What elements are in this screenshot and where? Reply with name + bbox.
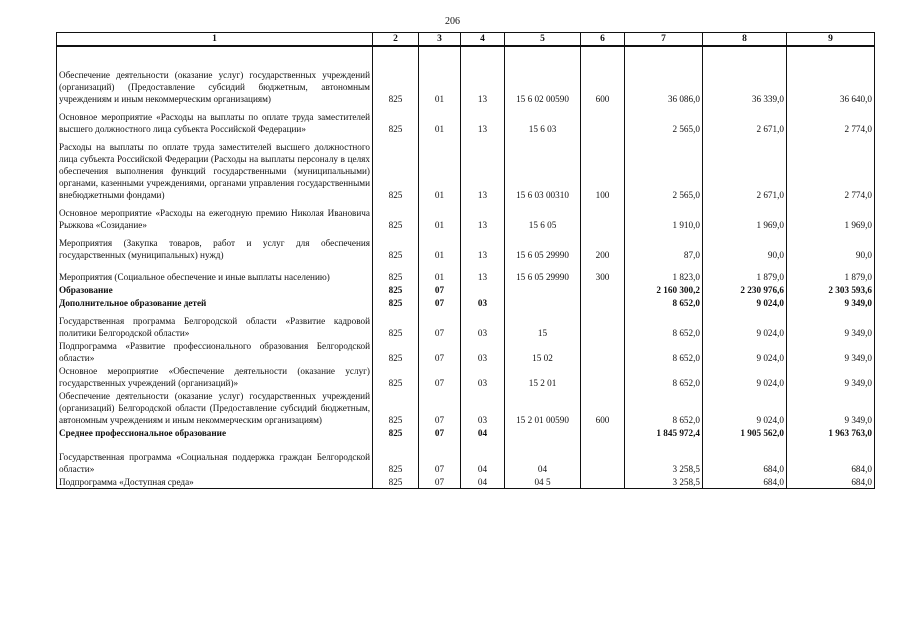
row-c2-cell: 825	[373, 261, 419, 283]
row-c5-cell: 15 6 05 29990	[505, 231, 581, 261]
row-c8-cell: 2 671,0	[703, 105, 787, 135]
header-cell: 3	[419, 33, 461, 47]
row-name-cell: Основное мероприятие «Расходы на ежегодную премию Николая Ивановича Рыжкова «Созидание»	[57, 201, 373, 231]
row-c3-cell: 01	[419, 201, 461, 231]
row-c6-cell: 300	[581, 261, 625, 283]
table-row	[57, 261, 875, 283]
row-c3-cell: 07	[419, 389, 461, 426]
row-c7-cell: 2 565,0	[625, 105, 703, 135]
row-c2-cell: 825	[373, 231, 419, 261]
row-c8-cell: 1 879,0	[703, 261, 787, 283]
row-c3-cell: 07	[419, 309, 461, 339]
row-c2-cell: 825	[373, 339, 419, 364]
row-c5-cell	[505, 426, 581, 439]
row-c4-cell: 13	[461, 105, 505, 135]
row-c8-cell: 36 339,0	[703, 46, 787, 105]
table-row	[57, 439, 875, 475]
row-c4-cell: 03	[461, 364, 505, 389]
table-row	[57, 201, 875, 231]
header-cell: 6	[581, 33, 625, 47]
row-c2-cell: 825	[373, 309, 419, 339]
row-c6-cell	[581, 339, 625, 364]
row-c8-cell: 2 230 976,6	[703, 283, 787, 296]
row-c3-cell: 07	[419, 283, 461, 296]
row-c2-cell: 825	[373, 439, 419, 475]
row-c9-cell: 9 349,0	[787, 364, 875, 389]
row-c5-cell	[505, 283, 581, 296]
row-name-cell: Обеспечение деятельности (оказание услуг) государственных учреждений (организаций) (Предоставление субсидий бюджетным, автономным учреждениям и иным некоммерческим организациям)	[57, 46, 373, 105]
header-cell: 4	[461, 33, 505, 47]
row-c3-cell: 07	[419, 296, 461, 309]
row-c4-cell: 04	[461, 475, 505, 489]
row-c7-cell: 3 258,5	[625, 439, 703, 475]
row-c8-cell: 90,0	[703, 231, 787, 261]
row-name-cell: Основное мероприятие «Расходы на выплаты по оплате труда заместителей высшего должностного лица субъекта Российской Федерации»	[57, 105, 373, 135]
row-c3-cell: 01	[419, 135, 461, 201]
row-c5-cell: 15 2 01 00590	[505, 389, 581, 426]
row-c9-cell: 9 349,0	[787, 309, 875, 339]
row-c8-cell: 9 024,0	[703, 309, 787, 339]
row-c5-cell: 15 6 05 29990	[505, 261, 581, 283]
row-c6-cell	[581, 364, 625, 389]
row-c5-cell: 15 02	[505, 339, 581, 364]
row-c5-cell: 04	[505, 439, 581, 475]
row-name-cell: Среднее профессиональное образование	[57, 426, 373, 439]
row-c4-cell: 13	[461, 201, 505, 231]
row-c9-cell: 1 969,0	[787, 201, 875, 231]
table-row	[57, 426, 875, 439]
row-c3-cell: 07	[419, 475, 461, 489]
row-c7-cell: 1 845 972,4	[625, 426, 703, 439]
row-c9-cell: 2 774,0	[787, 135, 875, 201]
row-c3-cell: 01	[419, 231, 461, 261]
row-c4-cell	[461, 283, 505, 296]
row-c7-cell: 8 652,0	[625, 389, 703, 426]
row-c4-cell: 03	[461, 389, 505, 426]
row-c9-cell: 90,0	[787, 231, 875, 261]
row-c8-cell: 684,0	[703, 439, 787, 475]
row-name-cell: Мероприятия (Закупка товаров, работ и услуг для обеспечения государственных (муниципальных) нужд)	[57, 231, 373, 261]
row-c8-cell: 9 024,0	[703, 339, 787, 364]
row-c6-cell	[581, 475, 625, 489]
page-number: 206	[445, 16, 460, 27]
row-c4-cell: 03	[461, 339, 505, 364]
header-cell: 9	[787, 33, 875, 47]
row-c2-cell: 825	[373, 296, 419, 309]
row-c5-cell: 15 6 03	[505, 105, 581, 135]
row-c8-cell: 1 969,0	[703, 201, 787, 231]
table-row	[57, 283, 875, 296]
row-c5-cell: 15	[505, 309, 581, 339]
row-c7-cell: 1 823,0	[625, 261, 703, 283]
row-c4-cell: 03	[461, 296, 505, 309]
row-c8-cell: 9 024,0	[703, 389, 787, 426]
row-name-cell: Обеспечение деятельности (оказание услуг) государственных учреждений (организаций) Белгородской области (Предоставление субсидий бюджетным, автономным учреждениям и иным некоммерческим организациям)	[57, 389, 373, 426]
row-c7-cell: 87,0	[625, 231, 703, 261]
row-c3-cell: 07	[419, 426, 461, 439]
row-c2-cell: 825	[373, 283, 419, 296]
row-c3-cell: 01	[419, 105, 461, 135]
row-c3-cell: 07	[419, 439, 461, 475]
row-c2-cell: 825	[373, 105, 419, 135]
header-cell: 5	[505, 33, 581, 47]
row-c6-cell	[581, 105, 625, 135]
row-c6-cell	[581, 201, 625, 231]
header-cell: 1	[57, 33, 373, 47]
row-c9-cell: 36 640,0	[787, 46, 875, 105]
row-name-cell: Дополнительное образование детей	[57, 296, 373, 309]
row-c6-cell: 200	[581, 231, 625, 261]
table-row	[57, 475, 875, 489]
row-c9-cell: 684,0	[787, 475, 875, 489]
row-c3-cell: 01	[419, 46, 461, 105]
row-name-cell: Подпрограмма «Развитие профессионального образования Белгородской области»	[57, 339, 373, 364]
header-cell: 7	[625, 33, 703, 47]
row-name-cell: Мероприятия (Социальное обеспечение и иные выплаты населению)	[57, 261, 373, 283]
row-c5-cell: 15 6 02 00590	[505, 46, 581, 105]
row-c6-cell	[581, 439, 625, 475]
row-c8-cell: 9 024,0	[703, 364, 787, 389]
row-c4-cell: 03	[461, 309, 505, 339]
table-body	[57, 46, 875, 489]
table-row	[57, 339, 875, 364]
table-row	[57, 105, 875, 135]
row-c7-cell: 2 160 300,2	[625, 283, 703, 296]
row-c4-cell: 13	[461, 261, 505, 283]
row-c2-cell: 825	[373, 135, 419, 201]
row-name-cell: Подпрограмма «Доступная среда»	[57, 475, 373, 489]
row-c7-cell: 8 652,0	[625, 339, 703, 364]
row-name-cell: Основное мероприятие «Обеспечение деятельности (оказание услуг) государственных учреждений (организаций)»	[57, 364, 373, 389]
row-c9-cell: 9 349,0	[787, 389, 875, 426]
row-c7-cell: 8 652,0	[625, 296, 703, 309]
row-c2-cell: 825	[373, 46, 419, 105]
table-row	[57, 46, 875, 105]
table-row	[57, 296, 875, 309]
row-name-cell: Образование	[57, 283, 373, 296]
table-row	[57, 231, 875, 261]
row-c3-cell: 07	[419, 339, 461, 364]
row-c9-cell: 2 303 593,6	[787, 283, 875, 296]
row-c5-cell: 15 6 03 00310	[505, 135, 581, 201]
row-c2-cell: 825	[373, 201, 419, 231]
header-cell: 8	[703, 33, 787, 47]
row-c6-cell	[581, 296, 625, 309]
row-c9-cell: 9 349,0	[787, 296, 875, 309]
row-c6-cell: 600	[581, 389, 625, 426]
row-c9-cell: 1 963 763,0	[787, 426, 875, 439]
table-row	[57, 389, 875, 426]
row-c2-cell: 825	[373, 389, 419, 426]
row-c6-cell	[581, 426, 625, 439]
row-name-cell: Расходы на выплаты по оплате труда заместителей высшего должностного лица субъекта Российской Федерации (Расходы на выплаты персоналу в целях обеспечения выполнения функций государственными (муниципальными) органами, казенными учреждениями, органами управления государственными внебюджетными фондами)	[57, 135, 373, 201]
table-row	[57, 364, 875, 389]
table-row	[57, 309, 875, 339]
row-c8-cell: 9 024,0	[703, 296, 787, 309]
row-c5-cell: 15 6 05	[505, 201, 581, 231]
row-c7-cell: 36 086,0	[625, 46, 703, 105]
row-c9-cell: 1 879,0	[787, 261, 875, 283]
row-name-cell: Государственная программа «Социальная поддержка граждан Белгородской области»	[57, 439, 373, 475]
row-c7-cell: 1 910,0	[625, 201, 703, 231]
row-c4-cell: 13	[461, 231, 505, 261]
row-c5-cell: 04 5	[505, 475, 581, 489]
row-c4-cell: 13	[461, 135, 505, 201]
table-header-row	[57, 33, 875, 47]
row-c6-cell: 600	[581, 46, 625, 105]
row-c4-cell: 04	[461, 439, 505, 475]
row-c7-cell: 2 565,0	[625, 135, 703, 201]
row-c8-cell: 1 905 562,0	[703, 426, 787, 439]
row-c2-cell: 825	[373, 364, 419, 389]
row-c6-cell	[581, 283, 625, 296]
row-name-cell: Государственная программа Белгородской области «Развитие кадровой политики Белгородской области»	[57, 309, 373, 339]
row-c8-cell: 2 671,0	[703, 135, 787, 201]
row-c2-cell: 825	[373, 426, 419, 439]
budget-table	[56, 32, 875, 489]
row-c6-cell: 100	[581, 135, 625, 201]
row-c4-cell: 13	[461, 46, 505, 105]
row-c7-cell: 3 258,5	[625, 475, 703, 489]
row-c3-cell: 01	[419, 261, 461, 283]
row-c3-cell: 07	[419, 364, 461, 389]
row-c9-cell: 9 349,0	[787, 339, 875, 364]
row-c2-cell: 825	[373, 475, 419, 489]
row-c4-cell: 04	[461, 426, 505, 439]
header-cell: 2	[373, 33, 419, 47]
row-c7-cell: 8 652,0	[625, 364, 703, 389]
table-row	[57, 135, 875, 201]
row-c5-cell: 15 2 01	[505, 364, 581, 389]
row-c7-cell: 8 652,0	[625, 309, 703, 339]
row-c9-cell: 684,0	[787, 439, 875, 475]
row-c9-cell: 2 774,0	[787, 105, 875, 135]
row-c6-cell	[581, 309, 625, 339]
row-c5-cell	[505, 296, 581, 309]
row-c8-cell: 684,0	[703, 475, 787, 489]
